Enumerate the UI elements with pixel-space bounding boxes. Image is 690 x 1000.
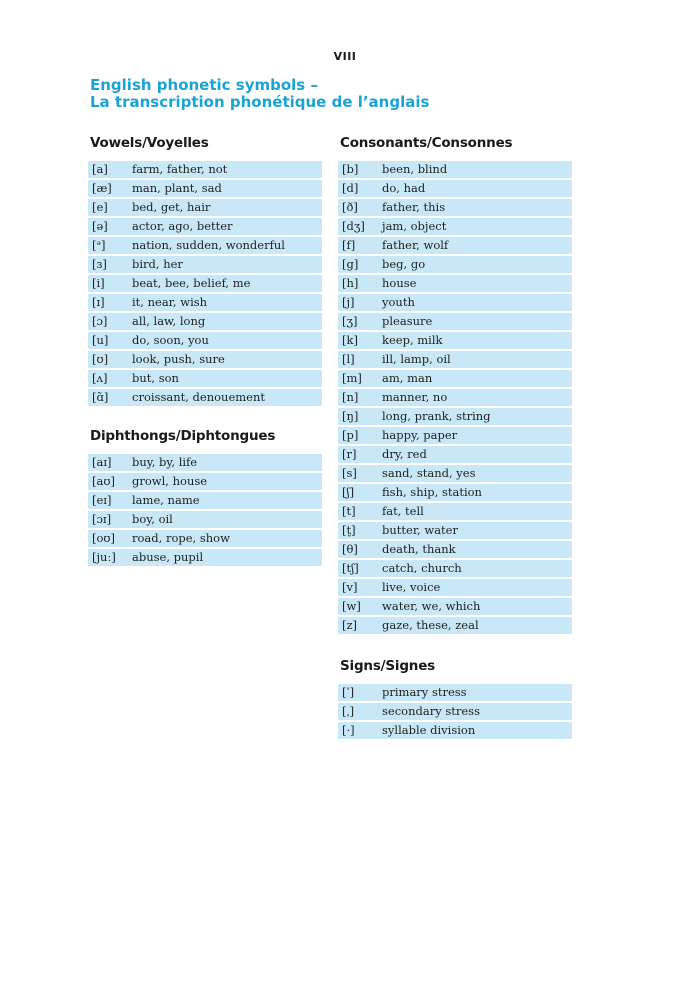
table-row: [88, 237, 322, 254]
phonetic-symbol: [e]: [88, 199, 132, 216]
table-row: [88, 389, 322, 406]
example-words: beat, bee, belief, me: [132, 275, 322, 292]
phonetic-symbol: [aɪ]: [88, 454, 132, 471]
table-row: [338, 427, 572, 444]
example-words: boy, oil: [132, 511, 322, 528]
table-row: [338, 199, 572, 216]
example-words: sand, stand, yes: [382, 465, 572, 482]
example-words: man, plant, sad: [132, 180, 322, 197]
phonetic-symbol: [u]: [88, 332, 132, 349]
vowels-heading: Vowels/Voyelles: [90, 135, 209, 151]
phonetic-symbol: [l]: [338, 351, 382, 368]
phonetic-symbol: [ŋ]: [338, 408, 382, 425]
example-words: fat, tell: [382, 503, 572, 520]
table-row: [338, 503, 572, 520]
signs-table: [338, 682, 572, 741]
table-row: [338, 579, 572, 596]
example-words: actor, ago, better: [132, 218, 322, 235]
table-row: [88, 492, 322, 509]
phonetic-symbol: [ɑ̃]: [88, 389, 132, 406]
phonetic-symbol: [d]: [338, 180, 382, 197]
example-words: farm, father, not: [132, 161, 322, 178]
example-words: father, this: [382, 199, 572, 216]
example-words: keep, milk: [382, 332, 572, 349]
table-row: [338, 256, 572, 273]
page-title: [90, 77, 429, 111]
table-row: [88, 218, 322, 235]
example-words: lame, name: [132, 492, 322, 509]
phonetic-symbol: [t]: [338, 503, 382, 520]
table-row: [338, 541, 572, 558]
example-words: long, prank, string: [382, 408, 572, 425]
phonetic-symbol: [r]: [338, 446, 382, 463]
phonetic-symbol: [k]: [338, 332, 382, 349]
example-words: am, man: [382, 370, 572, 387]
table-row: [88, 256, 322, 273]
table-row: [338, 180, 572, 197]
table-row: [338, 484, 572, 501]
phonetic-symbol: [oʊ]: [88, 530, 132, 547]
phonetic-symbol: [v]: [338, 579, 382, 596]
example-words: do, soon, you: [132, 332, 322, 349]
phonetic-symbol: [·]: [338, 722, 382, 739]
example-words: all, law, long: [132, 313, 322, 330]
example-words: water, we, which: [382, 598, 572, 615]
example-words: do, had: [382, 180, 572, 197]
phonetic-symbol: [ɜ]: [88, 256, 132, 273]
table-row: [338, 313, 572, 330]
example-words: nation, sudden, wonderful: [132, 237, 322, 254]
phonetic-symbol: [eɪ]: [88, 492, 132, 509]
example-words: syllable division: [382, 722, 572, 739]
example-words: growl, house: [132, 473, 322, 490]
table-row: [338, 161, 572, 178]
table-row: [88, 180, 322, 197]
table-row: [338, 332, 572, 349]
example-words: live, voice: [382, 579, 572, 596]
phonetic-symbol: [p]: [338, 427, 382, 444]
table-row: [88, 161, 322, 178]
title-line-french: La transcription phonétique de l’anglais: [90, 93, 430, 111]
table-row: [88, 454, 322, 471]
phonetic-symbol: [h]: [338, 275, 382, 292]
example-words: youth: [382, 294, 572, 311]
vowels-table: [88, 159, 322, 408]
example-words: catch, church: [382, 560, 572, 577]
table-row: [338, 722, 572, 739]
phonetic-symbol: [dʒ]: [338, 218, 382, 235]
example-words: secondary stress: [382, 703, 572, 720]
example-words: pleasure: [382, 313, 572, 330]
phonetic-symbol: [i]: [88, 275, 132, 292]
phonetic-symbol: [a]: [88, 161, 132, 178]
example-words: croissant, denouement: [132, 389, 322, 406]
phonetic-symbol: [ə]: [88, 218, 132, 235]
example-words: road, rope, show: [132, 530, 322, 547]
example-words: been, blind: [382, 161, 572, 178]
table-row: [88, 530, 322, 547]
phonetic-symbol: [b]: [338, 161, 382, 178]
table-row: [338, 237, 572, 254]
example-words: house: [382, 275, 572, 292]
table-row: [88, 199, 322, 216]
example-words: father, wolf: [382, 237, 572, 254]
phonetic-symbol: [g]: [338, 256, 382, 273]
table-row: [88, 549, 322, 566]
example-words: beg, go: [382, 256, 572, 273]
table-row: [338, 218, 572, 235]
table-row: [338, 684, 572, 701]
phonetic-symbol: [n]: [338, 389, 382, 406]
phonetic-symbol: [ɪ]: [88, 294, 132, 311]
example-words: bird, her: [132, 256, 322, 273]
phonetic-symbol: [θ]: [338, 541, 382, 558]
example-words: ill, lamp, oil: [382, 351, 572, 368]
phonetic-symbol: [z]: [338, 617, 382, 634]
table-row: [88, 370, 322, 387]
example-words: buy, by, life: [132, 454, 322, 471]
table-row: [88, 313, 322, 330]
table-row: [338, 522, 572, 539]
phonetic-symbol: [æ]: [88, 180, 132, 197]
phonetic-symbol: [s]: [338, 465, 382, 482]
table-row: [338, 598, 572, 615]
table-row: [338, 389, 572, 406]
table-row: [338, 703, 572, 720]
diphthongs-heading: Diphthongs/Diphtongues: [90, 428, 276, 444]
example-words: it, near, wish: [132, 294, 322, 311]
example-words: but, son: [132, 370, 322, 387]
phonetic-symbol: [m]: [338, 370, 382, 387]
table-row: [338, 275, 572, 292]
example-words: look, push, sure: [132, 351, 322, 368]
table-row: [338, 465, 572, 482]
example-words: abuse, pupil: [132, 549, 322, 566]
example-words: manner, no: [382, 389, 572, 406]
table-row: [88, 473, 322, 490]
example-words: dry, red: [382, 446, 572, 463]
example-words: butter, water: [382, 522, 572, 539]
phonetic-symbol: [ɔɪ]: [88, 511, 132, 528]
table-row: [338, 370, 572, 387]
table-row: [88, 275, 322, 292]
phonetic-symbol: [aʊ]: [88, 473, 132, 490]
example-words: primary stress: [382, 684, 572, 701]
table-row: [88, 294, 322, 311]
phonetic-symbol: [ᵊ]: [88, 237, 132, 254]
diphthongs-table: [88, 452, 322, 568]
phonetic-symbol: [t̬]: [338, 522, 382, 539]
table-row: [88, 332, 322, 349]
table-row: [88, 351, 322, 368]
table-row: [338, 408, 572, 425]
phonetic-symbol: [ð]: [338, 199, 382, 216]
table-row: [88, 511, 322, 528]
example-words: happy, paper: [382, 427, 572, 444]
table-row: [338, 446, 572, 463]
example-words: jam, object: [382, 218, 572, 235]
phonetic-symbol: [juː]: [88, 549, 132, 566]
table-row: [338, 617, 572, 634]
consonants-table: [338, 159, 572, 636]
phonetic-symbol: [ʃ]: [338, 484, 382, 501]
phonetic-symbol: [tʃ]: [338, 560, 382, 577]
consonants-heading: Consonants/Consonnes: [340, 135, 513, 151]
example-words: gaze, these, zeal: [382, 617, 572, 634]
table-row: [338, 351, 572, 368]
signs-heading: Signs/Signes: [340, 658, 436, 674]
phonetic-symbol: [ˌ]: [338, 703, 382, 720]
table-row: [338, 560, 572, 577]
phonetic-symbol: [w]: [338, 598, 382, 615]
phonetic-symbol: [ʒ]: [338, 313, 382, 330]
phonetic-symbol: [ʌ]: [88, 370, 132, 387]
example-words: fish, ship, station: [382, 484, 572, 501]
example-words: death, thank: [382, 541, 572, 558]
phonetic-symbol: [j]: [338, 294, 382, 311]
phonetic-symbol: [ˈ]: [338, 684, 382, 701]
phonetic-symbol: [f]: [338, 237, 382, 254]
page-number: VIII: [333, 50, 357, 63]
phonetic-symbol: [ʊ]: [88, 351, 132, 368]
phonetic-symbol: [ɔ]: [88, 313, 132, 330]
title-line-english: English phonetic symbols –: [90, 76, 318, 94]
example-words: bed, get, hair: [132, 199, 322, 216]
table-row: [338, 294, 572, 311]
